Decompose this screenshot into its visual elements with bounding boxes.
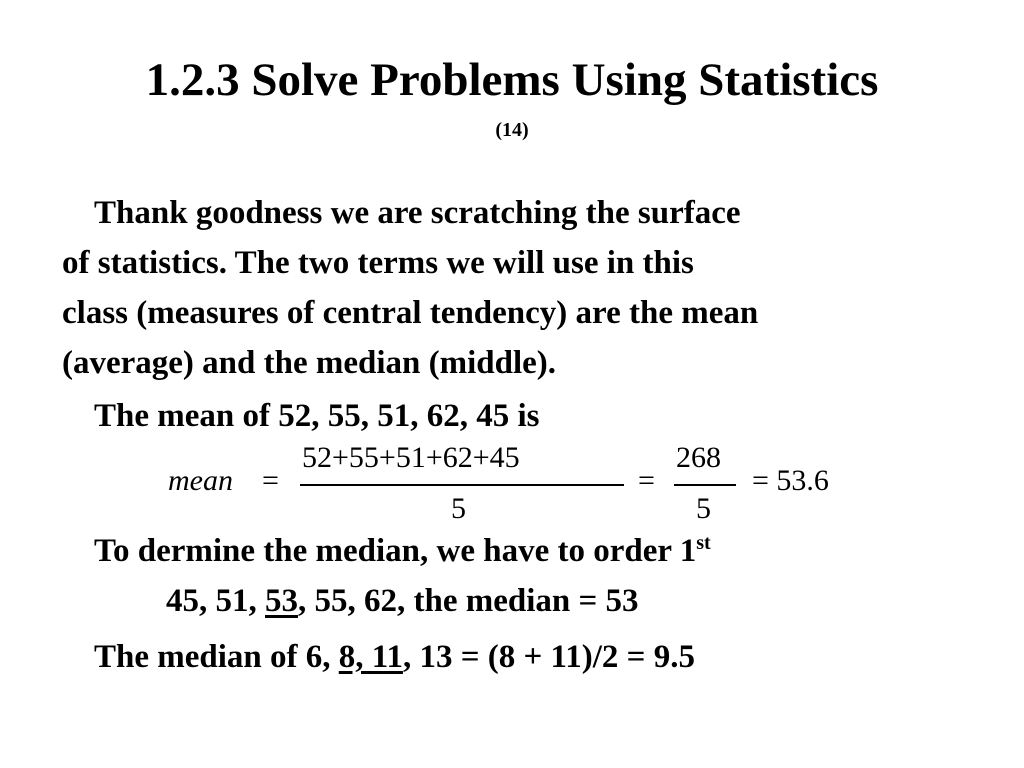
- ordered-prefix: 45, 51,: [166, 583, 265, 619]
- median-statement-text: To dermine the median, we have to order 1: [94, 533, 697, 569]
- median-statement: [94, 526, 711, 576]
- mean-statement: The mean of 52, 55, 51, 62, 45 is: [94, 398, 540, 434]
- intro-line-4: (average) and the median (middle).: [62, 345, 557, 381]
- denominator-2: 5: [696, 492, 711, 525]
- median-even-example: [94, 632, 695, 682]
- numerator: 52+55+51+62+45: [302, 441, 520, 474]
- median-even-prefix: The median of 6,: [94, 639, 339, 675]
- ordered-list: [166, 576, 639, 626]
- intro-line-2: of statistics. The two terms we will use in this: [62, 245, 694, 281]
- equals-sign-1: =: [262, 464, 279, 497]
- median-even-suffix: , 13 = (8 + 11)/2 = 9.5: [402, 639, 695, 675]
- slide-number: (14): [495, 119, 529, 141]
- slide-title: 1.2.3 Solve Problems Using Statistics: [145, 54, 879, 106]
- median-even-middle: 8, 11: [338, 639, 403, 675]
- numerator-sum: 268: [676, 441, 721, 474]
- intro-line-1: Thank goodness we are scratching the surface: [94, 195, 741, 231]
- intro-line-3: class (measures of central tendency) are the mean: [62, 295, 759, 331]
- mean-result: = 53.6: [752, 464, 829, 497]
- denominator: 5: [451, 492, 466, 525]
- mean-label: mean: [168, 464, 233, 497]
- ordered-suffix: , 55, 62, the median = 53: [298, 583, 639, 619]
- ordered-median-value: 53: [265, 583, 298, 619]
- equals-sign-2: =: [638, 464, 655, 497]
- fraction-bar-1: [300, 484, 624, 486]
- median-statement-sup: st: [696, 532, 711, 554]
- fraction-bar-2: [674, 484, 736, 486]
